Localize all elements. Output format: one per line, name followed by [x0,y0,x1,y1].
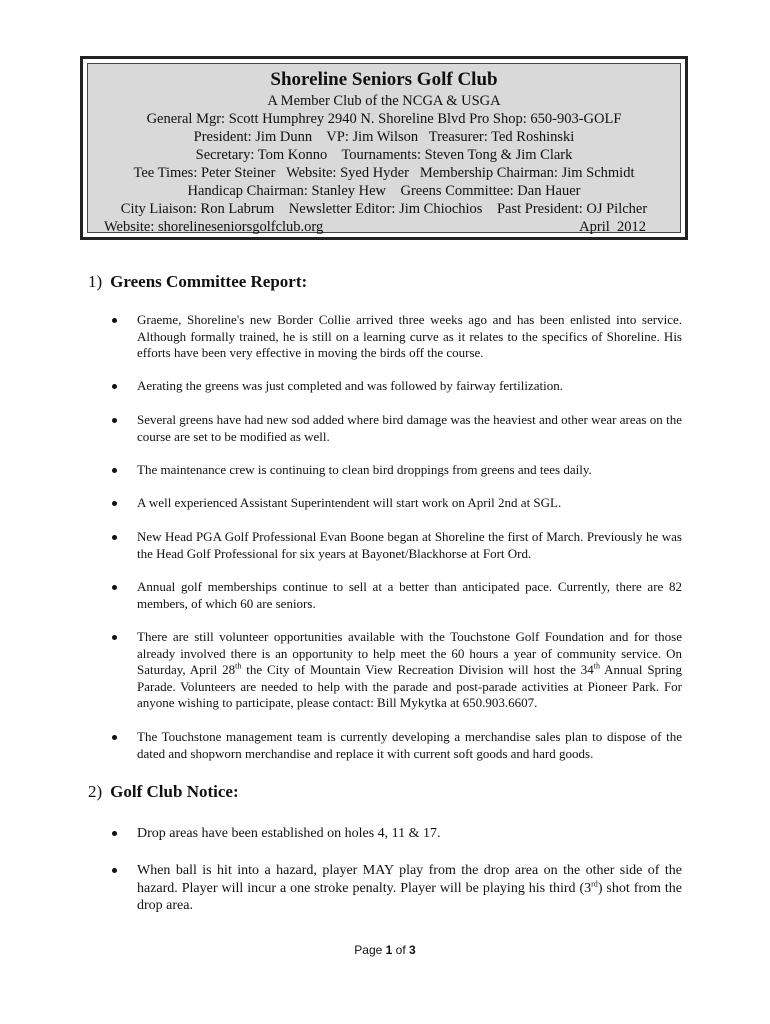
list-item [112,312,682,362]
issue-date: April 2012 [579,219,646,235]
masthead-line: City Liaison: Ron Labrum Newsletter Editor: Jim Chiochios Past President: OJ Pilcher [120,201,648,217]
list-item [112,629,682,712]
bullet-dot [112,418,117,423]
list-item-text: Drop areas have been established on holes 4, 11 & 17. [137,826,441,841]
list-item-text: Aerating the greens was just completed and was followed by fairway fertilization. [137,378,563,393]
section-heading-golf-club-notice [88,782,239,802]
masthead-line: Secretary: Tom Konno Tournaments: Steven Tong & Jim Clark [195,147,573,163]
list-item-text: There are still volunteer opportunities available with the Touchstone Golf Foundation and for those already involved there is an opportunity to help meet the 60 hours a year of community service. On Saturday, April 28th the City of Mountain View Recreation Division will host the 34th Annual Spring Parade. Volunteers are needed to help with the parade and post-parade activities at Pioneer Park. For anyone wishing to participate, please contact: Bill Mykytka at 650.903.6607. [137,629,682,710]
list-item [112,729,682,762]
list-item [112,529,682,562]
current-page: 1 [385,943,393,957]
bullet-dot [112,501,117,506]
list-item [112,862,682,915]
bullet-dot [112,468,117,473]
bullet-dot [112,635,117,640]
masthead-footer-line [84,218,680,236]
masthead-line: Tee Times: Peter Steiner Website: Syed Hyder Membership Chairman: Jim Schmidt [133,165,635,181]
list-item [112,495,682,512]
list-item [112,378,682,395]
masthead-line: A Member Club of the NCGA & USGA [267,93,501,109]
bullet-dot [112,868,117,873]
section-title: Greens Committee Report: [110,272,308,291]
masthead-line: General Mgr: Scott Humphrey 2940 N. Shoreline Blvd Pro Shop: 650-903-GOLF [146,111,622,127]
list-item [112,579,682,612]
list-item-text: Several greens have had new sod added where bird damage was the heaviest and other wear areas on the course are set to be modified as well. [137,412,682,444]
list-item [112,412,682,445]
list-item-text: When ball is hit into a hazard, player MAY play from the drop area on the other side of the hazard. Player will incur a one stroke penalty. Player will be playing his third (3rd) shot from the drop area. [137,863,682,913]
club-title: Shoreline Seniors Golf Club [270,69,498,90]
list-item [112,462,682,479]
bullet-dot [112,585,117,590]
bullet-dot [112,318,117,323]
masthead-box [80,56,688,240]
list-item-text: The Touchstone management team is currently developing a merchandise sales plan to dispose of the dated and shopworn merchandise and replace it with current soft goods and hard goods. [137,729,682,761]
list-item-text: New Head PGA Golf Professional Evan Boone began at Shoreline the first of March. Previously he was the Head Golf Professional for six years at Bayonet/Blackhorse at Fort Ord. [137,529,682,561]
section-number: 1) [88,272,103,291]
section-heading-greens [88,272,307,292]
section-number: 2) [88,782,103,801]
list-item-text: Annual golf memberships continue to sell at a better than anticipated pace. Currently, there are 82 members, of which 60 are seniors. [137,579,682,611]
bullet-dot [112,384,117,389]
page-footer: Page 1 of 3 [354,943,416,957]
list-item [112,825,682,843]
list-item-text: The maintenance crew is continuing to clean bird droppings from greens and tees daily. [137,462,592,477]
bullet-dot [112,831,117,836]
masthead-line: President: Jim Dunn VP: Jim Wilson Treasurer: Ted Roshinski [193,129,575,145]
bullet-dot [112,535,117,540]
total-pages: 3 [409,943,416,957]
bullet-dot [112,735,117,740]
list-item-text: Graeme, Shoreline's new Border Collie arrived three weeks ago and has been enlisted into service. Although formally trained, he is still on a learning curve as it relates to the specifics of Shoreline. His efforts have been very effective in moving the birds off the course. [137,312,682,360]
website-text: Website: shorelineseniorsgolfclub.org [104,219,324,235]
masthead-content [87,63,681,233]
section-title: Golf Club Notice: [110,782,239,801]
masthead-line: Handicap Chairman: Stanley Hew Greens Committee: Dan Hauer [187,183,581,199]
list-item-text: A well experienced Assistant Superintendent will start work on April 2nd at SGL. [137,495,562,510]
